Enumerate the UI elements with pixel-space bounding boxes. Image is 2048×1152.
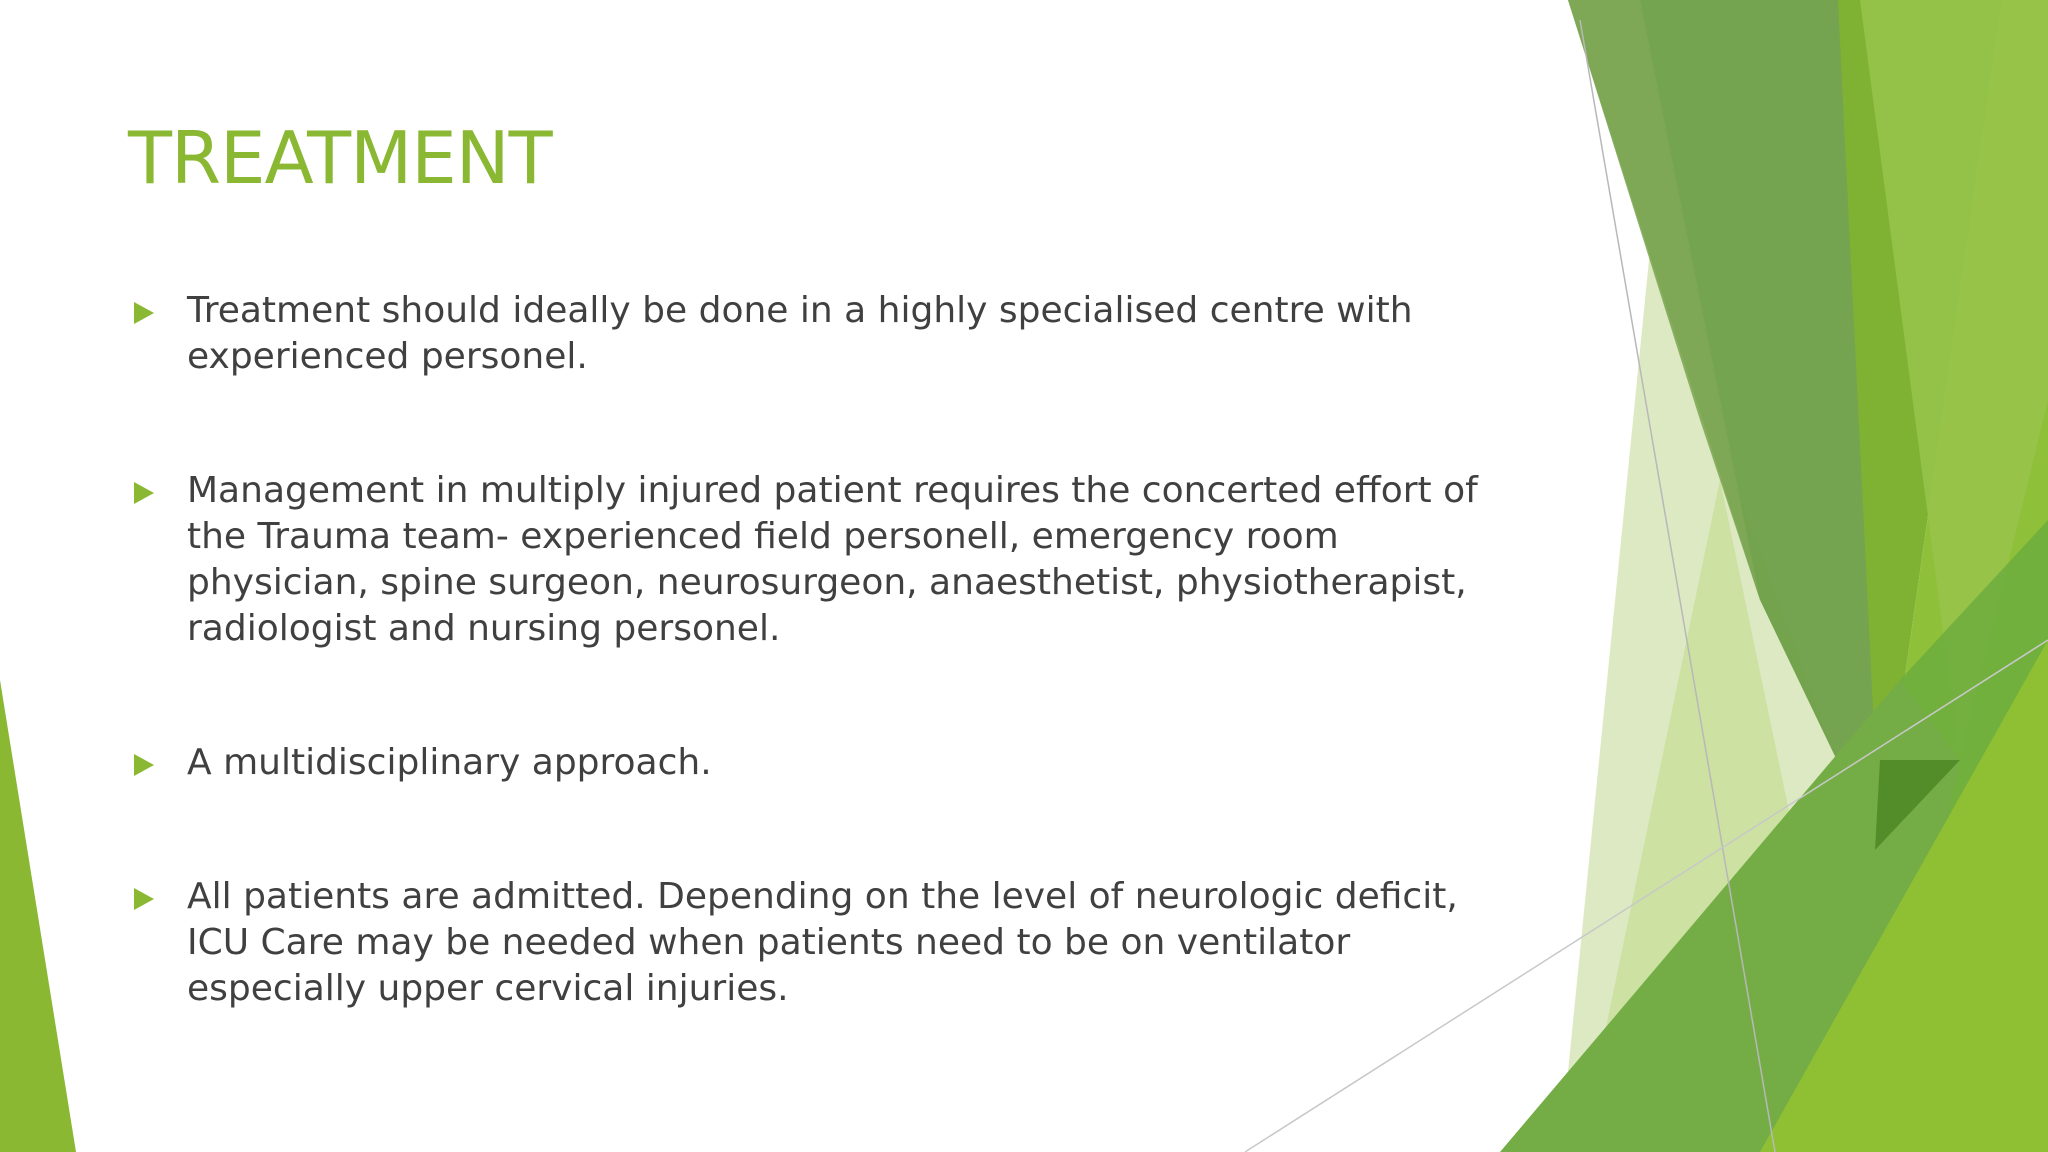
bullet-text: A multidisciplinary approach. [187, 742, 712, 783]
bullet-list [130, 288, 1530, 1012]
slide-title: TREATMENT [128, 116, 552, 200]
bullet-item [130, 468, 1530, 652]
triangle-right-icon [134, 888, 154, 910]
bullet-text: Treatment should ideally be done in a highly specialised centre with experienced personel. [187, 290, 1413, 377]
triangle-right-icon [134, 482, 154, 504]
bullet-text: All patients are admitted. Depending on the level of neurologic deficit, ICU Care may be needed when patients need to be on ventilator especially upper cervical injuries. [187, 876, 1458, 1009]
bullet-text: Management in multiply injured patient requires the concerted effort of the Trauma team- experienced field personell, emergency room physician, spine surgeon, neurosurgeon, anaesthetist, physiotherapist, radiologist and nursing personel. [187, 470, 1478, 649]
bullet-item [130, 874, 1530, 1012]
bullet-item [130, 288, 1530, 380]
triangle-right-icon [134, 754, 154, 776]
triangle-right-icon [134, 302, 154, 324]
bullet-item [130, 740, 1530, 786]
